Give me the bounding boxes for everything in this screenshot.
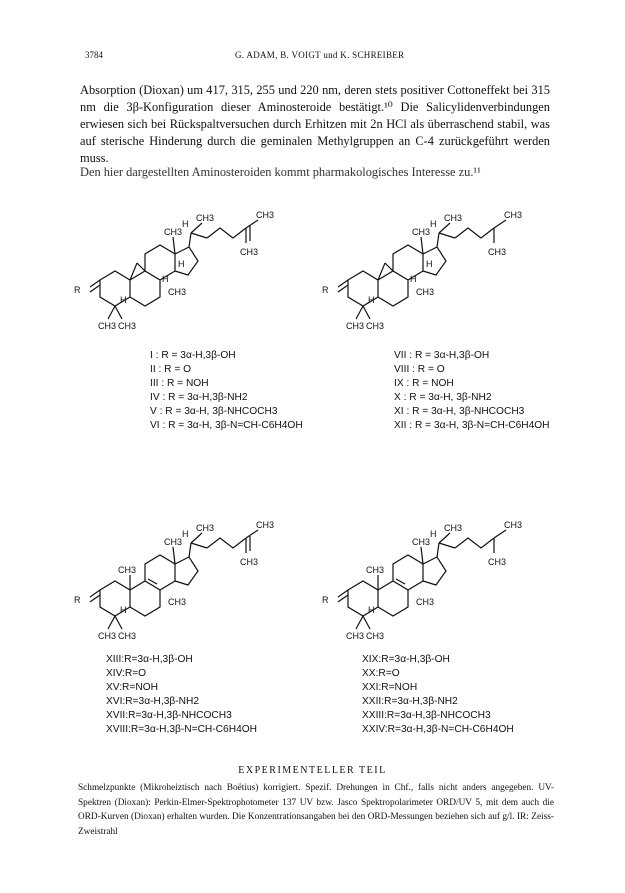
h-label: H (368, 605, 375, 615)
h-label: H (182, 219, 189, 229)
compound-entry: XXII:R=3α-H,3β-NH2 (362, 696, 458, 707)
running-head-authors: G. ADAM, B. VOIGT und K. SCHREIBER (235, 50, 405, 60)
h-label: H (178, 259, 185, 269)
ch3-label: CH3 (444, 523, 463, 533)
compound-entry: XIX:R=3α-H,3β-OH (362, 654, 450, 665)
compound-entry: X : R = 3α-H, 3β-NH2 (394, 392, 492, 403)
ch3-label: CH3 (366, 565, 385, 575)
ch3-label: CH3 (256, 210, 275, 220)
ch3-label: CH3 (488, 557, 507, 567)
compound-list-3 (106, 653, 257, 737)
ch3-label: CH3 (164, 537, 183, 547)
body-paragraph-2: Den hier dargestellten Aminosteroiden kommt pharmakologisches Interesse zu.¹¹ (80, 165, 481, 179)
compound-entry: I : R = 3α-H,3β-OH (150, 350, 236, 361)
structure-lanostadiene-unsaturated (70, 505, 310, 655)
compound-entry: XXIII:R=3α-H,3β-NHCOCH3 (362, 710, 491, 721)
ch3-label: CH3 (164, 227, 183, 237)
ch3-label: CH3 (118, 631, 137, 641)
compound-entry: VI : R = 3α-H, 3β-N=CH-C6H4OH (150, 420, 303, 431)
compound-entry: VII : R = 3α-H,3β-OH (394, 350, 490, 361)
r-label: R (74, 595, 81, 605)
ch3-label: CH3 (240, 557, 259, 567)
ch3-label: CH3 (98, 631, 117, 641)
h-label: H (430, 529, 437, 539)
h-label: H (120, 295, 127, 305)
h-label: H (368, 295, 375, 305)
ch3-label: CH3 (98, 321, 117, 331)
compound-list-2 (394, 349, 550, 433)
r-label: R (74, 285, 81, 295)
compound-entry: XVIII:R=3α-H,3β-N=CH-C6H4OH (106, 724, 258, 735)
compound-entry: XX:R=O (362, 668, 400, 679)
h-label: H (410, 274, 417, 284)
compound-entry: XXIV:R=3α-H,3β-N=CH-C6H4OH (362, 724, 514, 735)
ch3-label: CH3 (346, 631, 365, 641)
compound-entry: XI : R = 3α-H, 3β-NHCOCH3 (394, 406, 525, 417)
compound-entry: XVI:R=3α-H,3β-NH2 (106, 696, 199, 707)
compound-entry: III : R = NOH (150, 378, 209, 389)
structure-lanostene-saturated (318, 505, 558, 655)
ch3-label: CH3 (366, 631, 385, 641)
compound-entry: VIII : R = O (394, 364, 445, 375)
compound-entry: XIV:R=O (106, 668, 147, 679)
ch3-label: CH3 (256, 520, 275, 530)
ch3-label: CH3 (118, 321, 137, 331)
h-label: H (430, 219, 437, 229)
compound-entry: IV : R = 3α-H,3β-NH2 (150, 392, 248, 403)
ch3-label: CH3 (366, 321, 385, 331)
ch3-label: CH3 (504, 520, 523, 530)
compound-entry: XV:R=NOH (106, 682, 158, 693)
compound-entry: IX : R = NOH (394, 378, 454, 389)
compound-list-4 (362, 653, 514, 737)
ch3-label: CH3 (240, 247, 259, 257)
compound-entry: XIII:R=3α-H,3β-OH (106, 654, 193, 665)
ch3-label: CH3 (168, 597, 187, 607)
body-paragraph-1: Absorption (Dioxan) um 417, 315, 255 und 220 nm, deren stets positiver Cottoneffekt bei 315 nm die 3β-Konfiguration dieser Aminosteroide bestätigt.¹⁰ Die Salicylidenverbindungen erwiesen sich bei Rückspaltversuchen durch Erhitzen mit 2n HCl als überraschend stabil, was auf sterische Hinderung durch die geminalen Methylgruppen an C-4 zurückgeführt werden muss. (80, 83, 550, 165)
ch3-label: CH3 (412, 227, 431, 237)
ch3-label: CH3 (488, 247, 507, 257)
h-label: H (426, 259, 433, 269)
compound-entry: XII : R = 3α-H, 3β-N=CH-C6H4OH (394, 420, 550, 431)
structure-cyclopropane-saturated (318, 195, 558, 345)
ch3-label: CH3 (346, 321, 365, 331)
experimental-paragraph: Schmelzpunkte (Mikroheiztisch nach Boëtius) korrigiert. Spezif. Drehungen in Chf., falls nicht anders angegeben. UV-Spektren (Dioxan): Perkin-Elmer-Spektrophotometer 137 UV bzw. Jasco Spektropolarimeter ORD/UV 5, mit dem auch die ORD-Kurven (Dioxan) erhalten wurden. Die Konzentrationsangaben bei den ORD-Messungen beziehen sich auf g/l. IR: Zeiss-Zweistrahl (78, 783, 554, 837)
ch3-label: CH3 (196, 523, 215, 533)
ch3-label: CH3 (444, 213, 463, 223)
ch3-label: CH3 (196, 213, 215, 223)
ch3-label: CH3 (504, 210, 523, 220)
ch3-label: CH3 (416, 287, 435, 297)
compound-entry: II : R = O (150, 364, 192, 375)
r-label: R (322, 285, 329, 295)
compound-entry: V : R = 3α-H, 3β-NHCOCH3 (150, 406, 278, 417)
ch3-label: CH3 (168, 287, 187, 297)
compound-entry: XVII:R=3α-H,3β-NHCOCH3 (106, 710, 232, 721)
h-label: H (120, 605, 127, 615)
h-label: H (162, 274, 169, 284)
h-label: H (182, 529, 189, 539)
structure-cyclopropane-unsaturated (70, 195, 310, 345)
ch3-label: CH3 (416, 597, 435, 607)
page-header (85, 50, 555, 64)
r-label: R (322, 595, 329, 605)
ch3-label: CH3 (412, 537, 431, 547)
compound-entry: XXI:R=NOH (362, 682, 418, 693)
page-number: 3784 (85, 50, 103, 60)
ch3-label: CH3 (118, 565, 137, 575)
section-title: EXPERIMENTELLER TEIL (238, 765, 387, 776)
compound-list-1 (150, 349, 303, 433)
